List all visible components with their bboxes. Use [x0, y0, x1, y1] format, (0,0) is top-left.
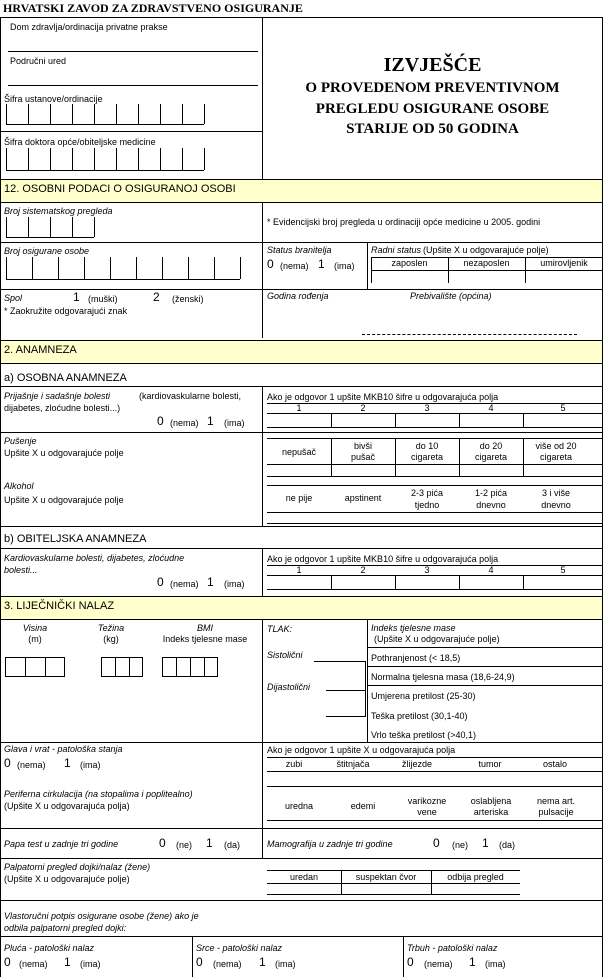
zaokruzite-note: * Zaokružite odgovarajući znak: [4, 306, 128, 316]
pluca-0[interactable]: 0: [4, 955, 11, 969]
glava-zubi[interactable]: zubi: [285, 759, 303, 769]
glava-nema: (nema): [17, 760, 46, 770]
papa-0[interactable]: 0: [159, 836, 166, 850]
pusenje-label: Pušenje: [4, 436, 37, 446]
glava-stitnjaca[interactable]: štitnjača: [336, 759, 370, 769]
section-2-heading: 2. ANAMNEZA: [0, 340, 603, 364]
prijasnje-0[interactable]: 0: [157, 414, 164, 428]
alkohol-23-2: tjedno: [414, 500, 440, 510]
osobna-anamneza: a) OSOBNA ANAMNEZA: [4, 372, 127, 384]
palpatorni-hint: (Upšite X u odgovarajuće polje): [4, 874, 130, 884]
godina-rodenja-label: Godina rođenja: [267, 291, 329, 301]
alkohol-3-1[interactable]: 3 i više: [541, 488, 570, 498]
periferna-oslabljena-2: arteriska: [473, 807, 509, 817]
srce-label: Srce - patološki nalaz: [196, 943, 283, 953]
kardio-label-2: bolesti...: [4, 565, 38, 575]
pluca-ima: (ima): [80, 959, 101, 969]
spol-label: Spol: [4, 293, 23, 303]
sifra-doktora-label: Šifra doktora opće/obiteljske medicine: [4, 137, 156, 147]
kardio-label-1: Kardiovaskularne bolesti, dijabetes, zloćudne: [4, 553, 185, 563]
title-line-2: O PROVEDENOM PREVENTIVNOM: [305, 80, 560, 96]
kardio-ima: (ima): [224, 579, 245, 589]
title-line-3: PREGLEDU OSIGURANE OSOBE: [315, 101, 550, 117]
mamografija-label: Mamografija u zadnje tri godine: [267, 839, 393, 849]
trbuh-1[interactable]: 1: [469, 955, 476, 969]
mamo-0[interactable]: 0: [433, 836, 440, 850]
kardio-1[interactable]: 1: [207, 575, 214, 589]
periferna-varikozne-2: vene: [417, 807, 437, 817]
visina-label: Visina: [22, 623, 48, 633]
dijastolicni-label: Dijastolični: [267, 682, 311, 692]
glava-1[interactable]: 1: [64, 756, 71, 770]
mkb-col-5[interactable]: 5: [560, 403, 566, 413]
periferna-label: Periferna cirkulacija (na stopalima i poplitealno): [4, 789, 193, 799]
pusenje-hint: Upšite X u odgovarajuće polje: [4, 448, 124, 458]
glava-label: Glava i vrat - patološka stanja: [4, 744, 123, 754]
potpis-label-1: Vlastoručni potpis osigurane osobe (žene) ako je: [4, 911, 199, 921]
periferna-nema-1[interactable]: nema art.: [536, 796, 576, 806]
prijasnje-ima: (ima): [224, 418, 245, 428]
periferna-varikozne-1[interactable]: varikozne: [407, 796, 447, 806]
pusenje-bivsi-1[interactable]: bivši: [353, 441, 372, 451]
glava-ima: (ima): [80, 760, 101, 770]
palpatorni-odbija[interactable]: odbija pregled: [447, 872, 504, 882]
evidencijski-note: * Evidencijski broj pregleda u ordinaciji opće medicine u 2005. godini: [267, 217, 541, 227]
prijasnje-1[interactable]: 1: [207, 414, 214, 428]
srce-nema: (nema): [213, 959, 242, 969]
status-nezaposlen[interactable]: nezaposlen: [463, 258, 510, 268]
papa-label: Papa test u zadnje tri godine: [4, 839, 119, 849]
periferna-nema-2: pulsacije: [538, 807, 574, 817]
kardio-nema: (nema): [170, 579, 199, 589]
status-umirovljenik[interactable]: umirovljenik: [540, 258, 588, 268]
section-12-heading: 12. OSOBNI PODACI O OSIGURANOJ OSOBI: [0, 179, 603, 203]
visina-unit: (m): [28, 634, 42, 644]
alkohol-23-1[interactable]: 2-3 pića: [410, 488, 444, 498]
indeks-label: Indeks tjelesne mase: [371, 623, 456, 633]
pluca-nema: (nema): [19, 959, 48, 969]
mamo-1[interactable]: 1: [482, 836, 489, 850]
spol-2[interactable]: 2: [153, 290, 160, 304]
pusenje-bivsi-2: pušač: [350, 452, 376, 462]
mkb-col-4[interactable]: 4: [488, 565, 494, 575]
glava-ostalo[interactable]: ostalo: [542, 759, 568, 769]
radni-status-label: Radni status: [371, 245, 422, 255]
branitelj-nema: (nema): [280, 261, 309, 271]
branitelj-0[interactable]: 0: [267, 257, 274, 271]
prebivaliste-label: Prebivalište (općina): [410, 291, 492, 301]
bmi-label: BMI: [196, 623, 213, 633]
bmi-vrlo[interactable]: Vrlo teška pretilost (>40,1): [371, 730, 476, 740]
radni-status-hint: (Upšite X u odgovarajuće polje): [423, 245, 549, 255]
palpatorni-label: Palpatorni pregled dojki/nalaz (žene): [4, 862, 151, 872]
mkb-instruction-1: Ako je odgovor 1 upšite MKB10 šifre u odgovarajuća polja: [267, 392, 499, 402]
title-izvjesce: IZVJEŠĆE: [383, 54, 482, 76]
glava-0[interactable]: 0: [4, 756, 11, 770]
pusenje-do10-1[interactable]: do 10: [415, 441, 439, 451]
mkb-col-4[interactable]: 4: [488, 403, 494, 413]
section-3-heading: 3. LIJEČNIČKI NALAZ: [0, 596, 603, 620]
pusenje-nepusac[interactable]: nepušač: [281, 447, 317, 457]
spol-zenski: (ženski): [172, 294, 204, 304]
tezina-unit: (kg): [103, 634, 119, 644]
form-frame: [0, 17, 603, 977]
bmi-pothranjenost[interactable]: Pothranjenost (< 18,5): [371, 653, 461, 663]
periferna-edemi[interactable]: edemi: [350, 801, 376, 811]
mkb-col-3[interactable]: 3: [424, 565, 430, 575]
branitelj-1[interactable]: 1: [318, 257, 325, 271]
mkb-col-2[interactable]: 2: [360, 565, 366, 575]
alkohol-hint: Upšite X u odgovarajuće polje: [4, 495, 124, 505]
papa-1[interactable]: 1: [206, 836, 213, 850]
trbuh-0[interactable]: 0: [407, 955, 414, 969]
periferna-hint: (Upšite X u odgovarajuća polja): [4, 801, 130, 811]
prijasnje-label-2: dijabetes, zloćudne bolesti...): [4, 403, 121, 413]
tlak-label: TLAK:: [267, 624, 293, 634]
papa-da: (da): [224, 840, 241, 850]
pusenje-vise20-1[interactable]: više od 20: [535, 441, 577, 451]
branitelj-ima: (ima): [334, 261, 355, 271]
indeks-hint: (Upšite X u odgovarajuće polje): [374, 634, 500, 644]
prijasnje-label-1: Prijašnje i sadašnje bolesti: [4, 391, 111, 401]
trbuh-label: Trbuh - patološki nalaz: [407, 943, 498, 953]
spol-muski: (muški): [88, 294, 118, 304]
pluca-1[interactable]: 1: [64, 955, 71, 969]
mamo-da: (da): [499, 840, 516, 850]
kardio-0[interactable]: 0: [157, 575, 164, 589]
palpatorni-uredan[interactable]: uredan: [289, 872, 319, 882]
alkohol-12-2: dnevno: [476, 500, 506, 510]
alkohol-3-2: dnevno: [541, 500, 571, 510]
dom-zdravlja-label: Dom zdravlja/ordinacija privatne prakse: [10, 22, 168, 32]
glava-zlijezde[interactable]: žlijezde: [401, 759, 432, 769]
mkb-col-3[interactable]: 3: [424, 403, 430, 413]
srce-0[interactable]: 0: [196, 955, 203, 969]
srce-ima: (ima): [275, 959, 296, 969]
prijasnje-nema: (nema): [170, 418, 199, 428]
podrucni-ured-label: Područni ured: [10, 56, 67, 66]
spol-1[interactable]: 1: [73, 290, 80, 304]
title-line-4: STARIJE OD 50 GODINA: [346, 121, 519, 137]
bmi-sublabel: Indeks tjelesne mase: [162, 634, 248, 644]
pusenje-vise20-2: cigareta: [539, 452, 573, 462]
mkb-col-1[interactable]: 1: [296, 565, 302, 575]
bmi-normalna[interactable]: Normalna tjelesna masa (18,6-24,9): [371, 672, 515, 682]
mamo-ne: (ne): [452, 840, 469, 850]
palpatorni-suspektan[interactable]: suspektan čvor: [355, 872, 417, 882]
trbuh-ima: (ima): [485, 959, 506, 969]
alkohol-12-1[interactable]: 1-2 pića: [474, 488, 508, 498]
sifra-ustanove-label: Šifra ustanove/ordinacije: [4, 94, 103, 104]
bmi-umjerena[interactable]: Umjerena pretilost (25-30): [371, 691, 476, 701]
pluca-label: Pluća - patološki nalaz: [4, 943, 95, 953]
broj-pregleda-label: Broj sistematskog pregleda: [4, 206, 113, 216]
mkb-col-5[interactable]: 5: [560, 565, 566, 575]
glava-tumor[interactable]: tumor: [478, 759, 502, 769]
glava-instruction: Ako je odgovor 1 upšite X u odgovarajuća polja: [267, 745, 456, 755]
trbuh-nema: (nema): [424, 959, 453, 969]
alkohol-apstinent[interactable]: apstinent: [344, 493, 382, 503]
tezina-label: Težina: [97, 623, 125, 633]
status-branitelja-label: Status branitelja: [267, 245, 332, 255]
alkohol-label: Alkohol: [4, 481, 34, 491]
broj-osobe-label: Broj osigurane osobe: [4, 246, 90, 256]
pusenje-do20-1[interactable]: do 20: [479, 441, 503, 451]
potpis-label-2: odbila palpatorni pregled dojki:: [4, 923, 127, 933]
papa-ne: (ne): [176, 840, 193, 850]
sistolicni-label: Sistolični: [267, 650, 303, 660]
periferna-oslabljena-1[interactable]: oslabljena: [470, 796, 512, 806]
periferna-uredna[interactable]: uredna: [284, 801, 314, 811]
mkb-col-2[interactable]: 2: [360, 403, 366, 413]
alkohol-ne-pije[interactable]: ne pije: [285, 493, 313, 503]
prijasnje-label-1b: (kardiovaskularne bolesti,: [139, 391, 242, 401]
pusenje-do20-2: cigareta: [474, 452, 508, 462]
status-zaposlen[interactable]: zaposlen: [391, 258, 428, 268]
srce-1[interactable]: 1: [259, 955, 266, 969]
mkb-col-1[interactable]: 1: [296, 403, 302, 413]
bmi-teska[interactable]: Teška pretilost (30,1-40): [371, 711, 468, 721]
mkb-instruction-2: Ako je odgovor 1 upšite MKB10 šifre u odgovarajuća polja: [267, 554, 499, 564]
institution-name: HRVATSKI ZAVOD ZA ZDRAVSTVENO OSIGURANJE: [3, 1, 303, 15]
pusenje-do10-2: cigareta: [410, 452, 444, 462]
obiteljska-anamneza: b) OBITELJSKA ANAMNEZA: [4, 533, 147, 545]
